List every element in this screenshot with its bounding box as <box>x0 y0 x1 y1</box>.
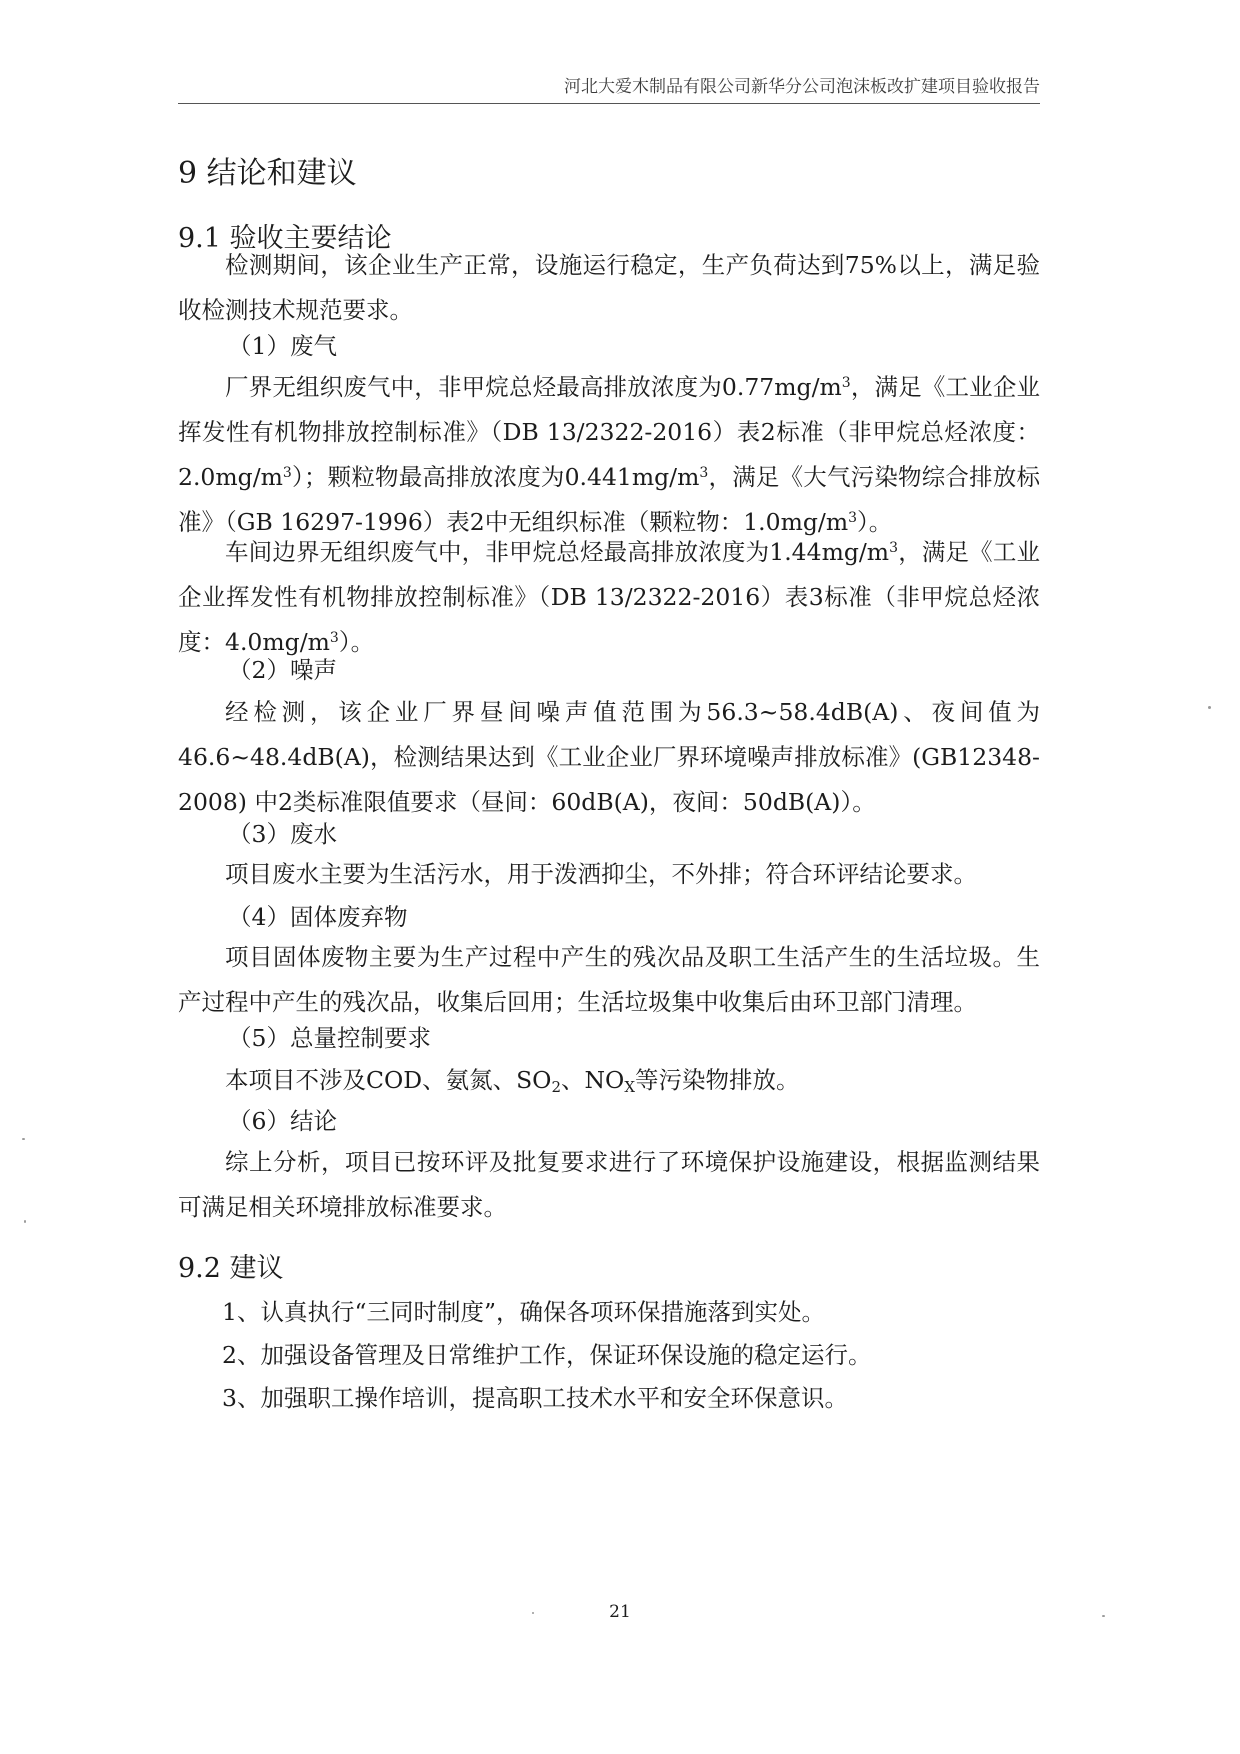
scan-speck <box>1208 706 1211 709</box>
running-header: 河北大爱木制品有限公司新华分公司泡沫板改扩建项目验收报告 <box>178 72 1040 104</box>
page-number: 21 <box>609 1602 631 1622</box>
recommendation-3: 3、加强职工操作培训，提高职工技术水平和安全环保意识。 <box>222 1384 848 1412</box>
waste-gas-paragraph-1: 厂界无组织废气中，非甲烷总烃最高排放浓度为$0.77mg/m^3$，满足《工业企业挥发性有机物排放控制标准》（DB 13/2322-2016）表2标准（非甲烷总烃浓度：$2.0mg/m^3$）；颗粒物最高排放浓度为$0.441mg/m^3$，满足《大气污染物综合排放标准》（GB 16297-1996）表2中无组织标准（颗粒物：$1.0mg/m^3$）。 <box>178 373 1041 536</box>
recommendation-2: 2、加强设备管理及日常维护工作，保证环保设施的稳定运行。 <box>222 1341 872 1369</box>
total-control-paragraph: 本项目不涉及COD、氨氮、$SO_2$、$NO_X$等污染物排放。 <box>225 1066 800 1096</box>
recommendation-1: 1、认真执行“三同时制度”，确保各项环保措施落到实处。 <box>222 1298 825 1326</box>
section-heading-9-2: 9.2 建议 <box>178 1253 284 1284</box>
waste-gas-title: （1）废气 <box>228 332 337 360</box>
intro-paragraph: 检测期间，该企业生产正常，设施运行稳定，生产负荷达到75%以上，满足验收检测技术规范要求。 <box>178 251 1040 324</box>
total-control-title: （5）总量控制要求 <box>228 1024 431 1052</box>
scan-speck <box>532 1612 534 1614</box>
noise-title: （2）噪声 <box>228 656 337 684</box>
scan-speck <box>22 1138 25 1140</box>
waste-gas-paragraph-2: 车间边界无组织废气中，非甲烷总烃最高排放浓度为$1.44mg/m^3$，满足《工业企业挥发性有机物排放控制标准》（DB 13/2322-2016）表3标准（非甲烷总烃浓度：$4.0mg/m^3$）。 <box>178 538 1041 656</box>
solid-waste-title: （4）固体废弃物 <box>228 903 408 931</box>
noise-paragraph: 经检测，该企业厂界昼间噪声值范围为56.3~58.4dB(A)、夜间值为46.6~48.4dB(A)，检测结果达到《工业企业厂界环境噪声排放标准》(GB12348-2008) 中2类标准限值要求（昼间：60dB(A)，夜间：50dB(A)）。 <box>178 698 1040 816</box>
solid-waste-paragraph: 项目固体废物主要为生产过程中产生的残次品及职工生活产生的生活垃圾。生产过程中产生的残次品，收集后回用；生活垃圾集中收集后由环卫部门清理。 <box>178 943 1040 1016</box>
conclusion-title: （6）结论 <box>228 1107 337 1135</box>
scan-speck <box>24 1220 26 1223</box>
section-heading-9-1: 9.1 验收主要结论 <box>178 223 392 254</box>
waste-water-title: （3）废水 <box>228 820 337 848</box>
chapter-heading: 9 结论和建议 <box>178 156 357 191</box>
conclusion-paragraph: 综上分析，项目已按环评及批复要求进行了环境保护设施建设，根据监测结果可满足相关环境排放标准要求。 <box>178 1148 1040 1221</box>
waste-water-paragraph: 项目废水主要为生活污水，用于泼洒抑尘，不外排；符合环评结论要求。 <box>225 860 977 888</box>
scan-speck <box>1102 1615 1105 1617</box>
